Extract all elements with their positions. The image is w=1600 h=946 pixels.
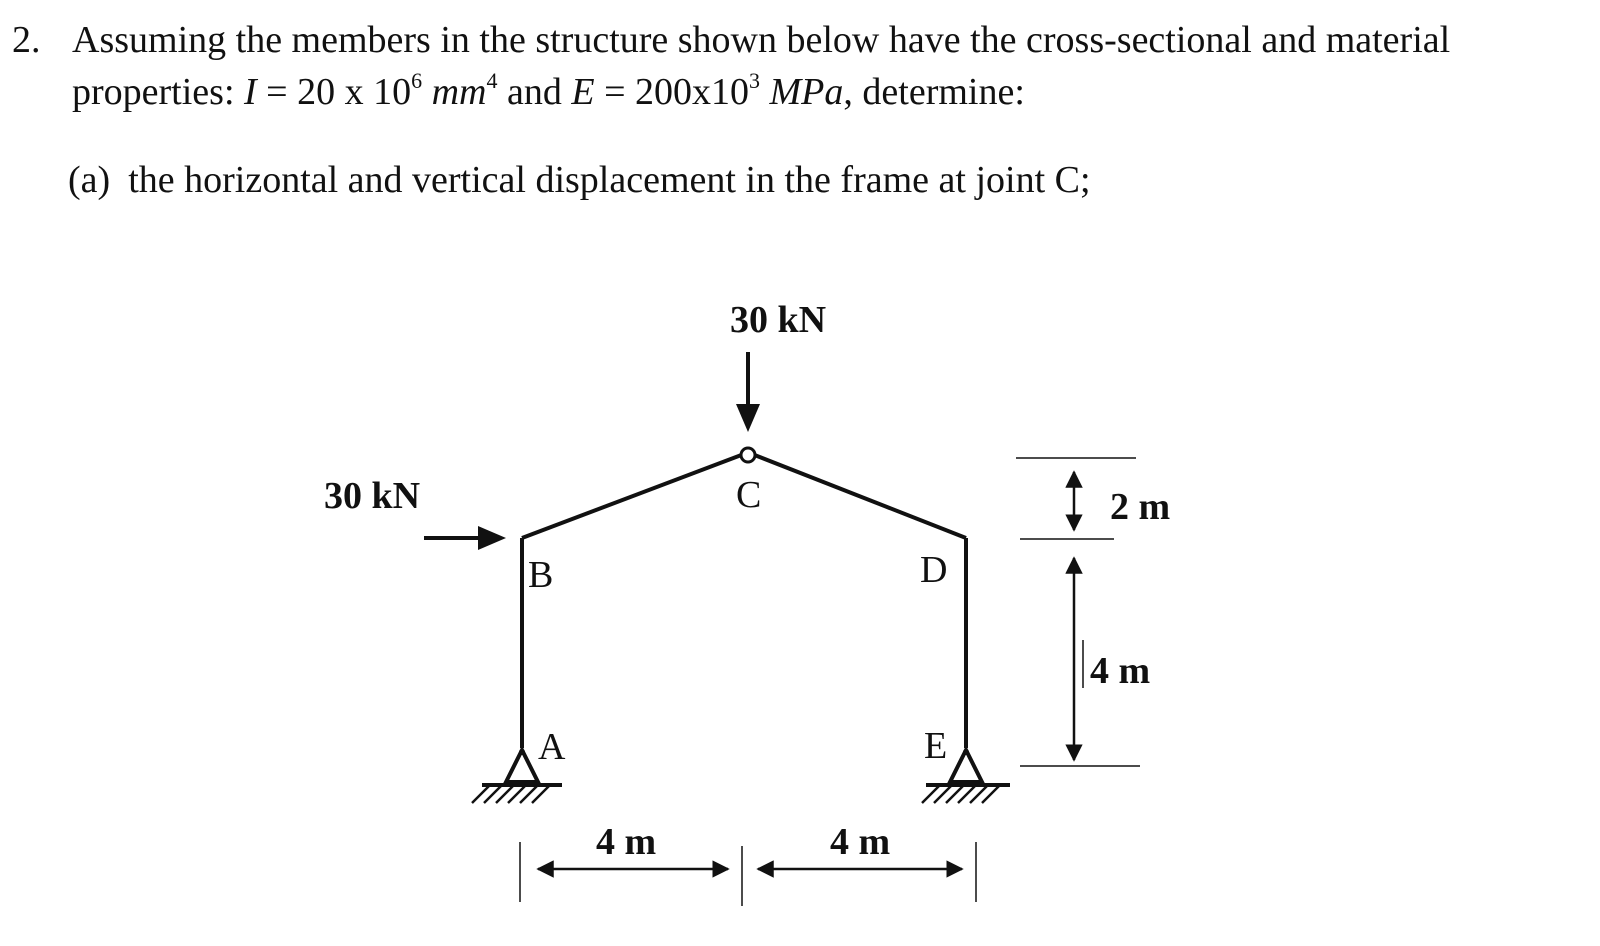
properties-prefix: properties:	[72, 71, 245, 113]
inertia-exponent: 6	[411, 68, 423, 93]
modulus-symbol: E	[571, 71, 595, 113]
problem-statement-line1: Assuming the members in the structure shown below have the cross-sectional and material	[72, 19, 1451, 61]
problem-number: 2.	[12, 19, 41, 61]
modulus-unit: MPa	[760, 71, 844, 113]
horizontal-load-arrow	[424, 526, 506, 550]
horizontal-load-label: 30 kN	[324, 475, 421, 517]
rafter-cd	[752, 454, 966, 538]
rise-dimension-label: 2 m	[1110, 486, 1171, 528]
modulus-value: = 200x10	[594, 71, 750, 113]
inertia-unit: mm	[422, 71, 487, 113]
rafter-bc	[522, 454, 744, 538]
joint-label-e: E	[924, 725, 948, 767]
inertia-symbol: I	[244, 71, 257, 113]
horizontal-dimensions	[520, 842, 976, 906]
joint-label-a: A	[538, 726, 566, 768]
determine-suffix: , determine:	[843, 71, 1025, 113]
hinge-c	[741, 448, 755, 462]
right-span-label: 4 m	[830, 821, 891, 863]
modulus-exponent: 3	[749, 68, 761, 93]
joint-label-b: B	[528, 554, 554, 596]
inertia-unit-exponent: 4	[486, 68, 498, 93]
part-a-text: the horizontal and vertical displacement in the frame at joint C;	[128, 159, 1091, 201]
height-dimension-label: 4 m	[1090, 650, 1151, 692]
vertical-load-label: 30 kN	[730, 299, 827, 341]
part-a-label: (a)	[68, 159, 111, 201]
joint-label-d: D	[920, 549, 948, 591]
vertical-load-arrow	[736, 352, 760, 432]
inertia-value: = 20 x 10	[256, 71, 412, 113]
and-word: and	[497, 71, 572, 113]
left-span-label: 4 m	[596, 821, 657, 863]
joint-label-c: C	[736, 474, 762, 516]
